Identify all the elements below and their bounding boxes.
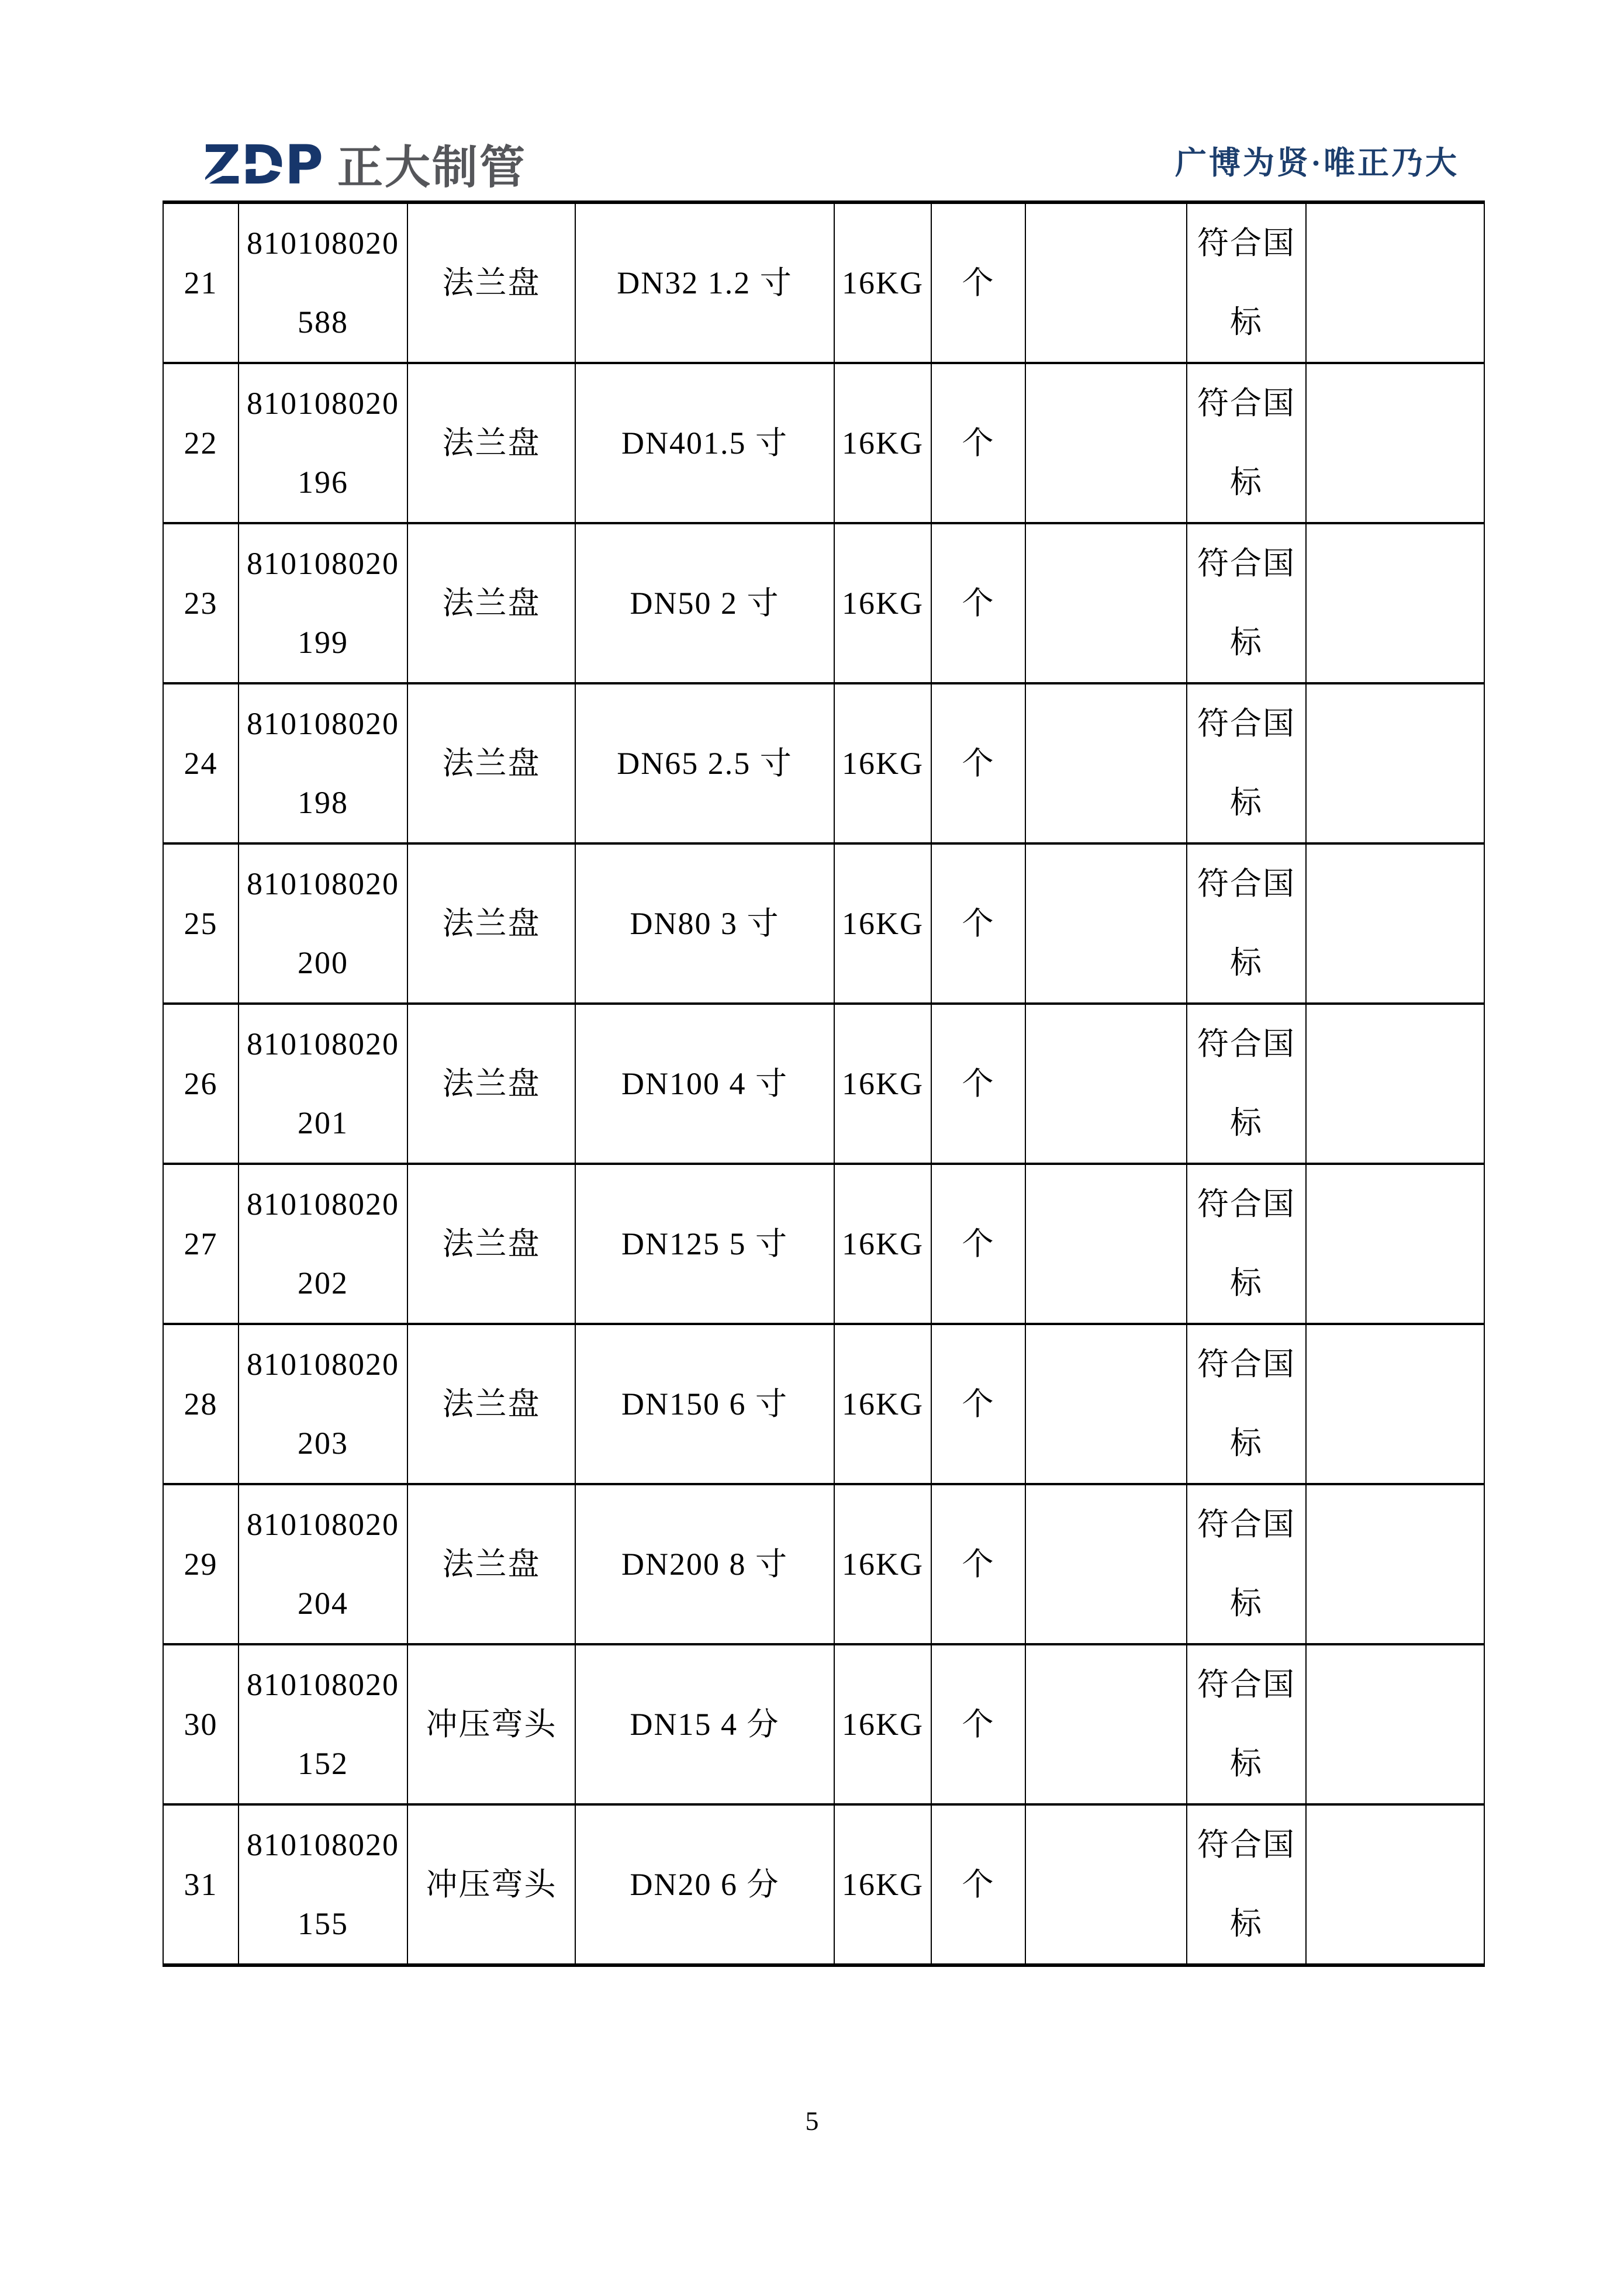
cell-note	[1187, 523, 1306, 683]
cell-name-text: 冲压弯头	[426, 1706, 557, 1742]
cell-name-text: 法兰盘	[442, 745, 541, 781]
cell-note-line: 标	[1230, 945, 1263, 980]
table-row	[163, 1644, 1484, 1804]
cell-unit	[931, 1004, 1025, 1164]
cell-note-line: 符合国	[1197, 1187, 1295, 1222]
cell-name	[407, 1004, 575, 1164]
table-row	[163, 1324, 1484, 1484]
cell-note-line: 符合国	[1197, 1507, 1295, 1542]
cell-unit-text: 个	[962, 425, 995, 461]
cell-note-line: 标	[1230, 625, 1263, 660]
cell-note	[1187, 1164, 1306, 1324]
cell-unit-text: 个	[962, 265, 995, 300]
cell-code-line: 199	[298, 625, 348, 660]
cell-remark	[1306, 683, 1484, 843]
cell-code-line: 200	[298, 945, 348, 980]
items-table	[163, 200, 1485, 1967]
cell-no-text: 28	[184, 1386, 218, 1422]
cell-no	[163, 1484, 239, 1644]
cell-quantity	[1025, 202, 1187, 363]
cell-quantity	[1025, 1804, 1187, 1965]
cell-spec	[575, 1804, 834, 1965]
cell-pressure-text: 16KG	[842, 1386, 924, 1422]
cell-no	[163, 1164, 239, 1324]
cell-unit-text: 个	[962, 585, 995, 621]
table-row	[163, 843, 1484, 1004]
company-logo	[202, 141, 527, 193]
cell-note-line: 标	[1230, 1426, 1263, 1461]
zdp-logo-icon	[202, 141, 326, 193]
cell-code	[239, 1164, 407, 1324]
cell-unit	[931, 1644, 1025, 1804]
cell-note-line: 符合国	[1197, 1026, 1295, 1061]
cell-name-text: 法兰盘	[442, 1546, 541, 1582]
cell-remark	[1306, 1164, 1484, 1324]
cell-unit	[931, 1484, 1025, 1644]
cell-quantity	[1025, 1004, 1187, 1164]
table-row	[163, 1484, 1484, 1644]
cell-code	[239, 523, 407, 683]
cell-note-line: 标	[1230, 1586, 1263, 1621]
cell-pressure	[834, 1324, 931, 1484]
cell-note-line: 标	[1230, 1265, 1263, 1301]
logo-latin-text: ZDP	[203, 141, 323, 193]
cell-spec-text: DN80 3 寸	[630, 905, 780, 941]
table-row	[163, 683, 1484, 843]
cell-code-line: 810108020	[247, 1026, 399, 1061]
cell-unit-text: 个	[962, 745, 995, 781]
cell-quantity	[1025, 683, 1187, 843]
cell-unit-text: 个	[962, 1706, 995, 1742]
cell-spec-text: DN401.5 寸	[621, 425, 788, 461]
cell-note	[1187, 1644, 1306, 1804]
cell-unit-text: 个	[962, 905, 995, 941]
cell-name	[407, 843, 575, 1004]
cell-pressure-text: 16KG	[842, 1706, 924, 1742]
cell-quantity	[1025, 1324, 1187, 1484]
cell-code	[239, 202, 407, 363]
cell-quantity	[1025, 1484, 1187, 1644]
table-row	[163, 202, 1484, 363]
cell-spec-text: DN125 5 寸	[621, 1226, 788, 1261]
table-row	[163, 1804, 1484, 1965]
cell-note	[1187, 1804, 1306, 1965]
cell-code-line: 155	[298, 1906, 348, 1941]
cell-code-line: 810108020	[247, 386, 399, 421]
cell-code-line: 588	[298, 305, 348, 340]
cell-pressure-text: 16KG	[842, 1066, 924, 1101]
cell-note-line: 符合国	[1197, 226, 1295, 261]
cell-note-line: 标	[1230, 1746, 1263, 1781]
cell-pressure	[834, 683, 931, 843]
cell-spec	[575, 1164, 834, 1324]
table-row	[163, 523, 1484, 683]
cell-code	[239, 1324, 407, 1484]
cell-pressure	[834, 1004, 931, 1164]
cell-no-text: 30	[184, 1706, 218, 1742]
cell-name	[407, 1644, 575, 1804]
cell-code	[239, 683, 407, 843]
cell-pressure-text: 16KG	[842, 1866, 924, 1902]
cell-pressure	[834, 1164, 931, 1324]
cell-no	[163, 523, 239, 683]
cell-spec-text: DN15 4 分	[630, 1706, 780, 1742]
cell-spec-text: DN150 6 寸	[621, 1386, 788, 1422]
table-row	[163, 1164, 1484, 1324]
cell-unit	[931, 1804, 1025, 1965]
cell-note-line: 符合国	[1197, 866, 1295, 901]
cell-remark	[1306, 1324, 1484, 1484]
cell-pressure	[834, 363, 931, 523]
cell-remark	[1306, 843, 1484, 1004]
cell-pressure	[834, 1644, 931, 1804]
cell-quantity	[1025, 363, 1187, 523]
cell-note-line: 标	[1230, 785, 1263, 820]
cell-spec	[575, 523, 834, 683]
cell-pressure-text: 16KG	[842, 745, 924, 781]
cell-pressure-text: 16KG	[842, 425, 924, 461]
cell-spec	[575, 1484, 834, 1644]
cell-pressure-text: 16KG	[842, 585, 924, 621]
cell-pressure-text: 16KG	[842, 905, 924, 941]
cell-no-text: 24	[184, 745, 218, 781]
table-row	[163, 363, 1484, 523]
cell-name-text: 法兰盘	[442, 1066, 541, 1101]
cell-code-line: 810108020	[247, 1347, 399, 1382]
cell-quantity	[1025, 1164, 1187, 1324]
cell-code-line: 810108020	[247, 706, 399, 741]
cell-note-line: 符合国	[1197, 706, 1295, 741]
cell-remark	[1306, 363, 1484, 523]
cell-note-line: 符合国	[1197, 546, 1295, 581]
cell-unit	[931, 683, 1025, 843]
cell-code	[239, 1804, 407, 1965]
cell-pressure-text: 16KG	[842, 1226, 924, 1261]
cell-name-text: 法兰盘	[442, 1226, 541, 1261]
cell-note-line: 标	[1230, 1105, 1263, 1140]
cell-no-text: 22	[184, 425, 218, 461]
cell-spec	[575, 1004, 834, 1164]
cell-pressure	[834, 1804, 931, 1965]
cell-name-text: 法兰盘	[442, 425, 541, 461]
cell-code-line: 810108020	[247, 1667, 399, 1702]
cell-code	[239, 1484, 407, 1644]
cell-name-text: 法兰盘	[442, 265, 541, 300]
cell-name	[407, 1164, 575, 1324]
cell-unit	[931, 202, 1025, 363]
cell-code-line: 810108020	[247, 226, 399, 261]
cell-spec-text: DN20 6 分	[630, 1866, 780, 1902]
cell-code-line: 810108020	[247, 546, 399, 581]
cell-no	[163, 843, 239, 1004]
cell-unit-text: 个	[962, 1226, 995, 1261]
cell-note-line: 符合国	[1197, 1347, 1295, 1382]
cell-pressure	[834, 843, 931, 1004]
table-row	[163, 1004, 1484, 1164]
cell-name	[407, 1804, 575, 1965]
cell-pressure-text: 16KG	[842, 1546, 924, 1582]
cell-note	[1187, 1004, 1306, 1164]
cell-code-line: 810108020	[247, 1827, 399, 1862]
cell-pressure	[834, 202, 931, 363]
cell-spec-text: DN32 1.2 寸	[617, 265, 793, 300]
cell-code	[239, 843, 407, 1004]
cell-name-text: 法兰盘	[442, 1386, 541, 1422]
cell-no	[163, 1644, 239, 1804]
cell-quantity	[1025, 843, 1187, 1004]
cell-remark	[1306, 523, 1484, 683]
cell-code-line: 810108020	[247, 866, 399, 901]
cell-unit	[931, 1164, 1025, 1324]
company-name: 正大制管	[337, 141, 527, 193]
cell-remark	[1306, 202, 1484, 363]
cell-remark	[1306, 1484, 1484, 1644]
cell-name	[407, 683, 575, 843]
cell-no	[163, 202, 239, 363]
cell-code	[239, 1004, 407, 1164]
cell-unit-text: 个	[962, 1866, 995, 1902]
cell-note	[1187, 363, 1306, 523]
cell-pressure	[834, 1484, 931, 1644]
cell-spec	[575, 843, 834, 1004]
cell-note-line: 符合国	[1197, 1827, 1295, 1862]
cell-name	[407, 202, 575, 363]
cell-no-text: 23	[184, 585, 218, 621]
cell-unit	[931, 363, 1025, 523]
cell-code-line: 204	[298, 1586, 348, 1621]
cell-spec-text: DN100 4 寸	[621, 1066, 788, 1101]
cell-note-line: 标	[1230, 1906, 1263, 1941]
cell-code-line: 198	[298, 785, 348, 820]
cell-spec	[575, 683, 834, 843]
page-number: 5	[805, 2106, 819, 2136]
cell-code-line: 202	[298, 1265, 348, 1301]
cell-no	[163, 683, 239, 843]
cell-spec	[575, 1324, 834, 1484]
cell-name	[407, 523, 575, 683]
cell-spec	[575, 202, 834, 363]
cell-code	[239, 1644, 407, 1804]
cell-spec	[575, 363, 834, 523]
cell-unit	[931, 523, 1025, 683]
cell-note-line: 标	[1230, 465, 1263, 500]
cell-no-text: 26	[184, 1066, 218, 1101]
cell-pressure	[834, 523, 931, 683]
cell-no	[163, 363, 239, 523]
cell-spec-text: DN65 2.5 寸	[617, 745, 793, 781]
cell-note	[1187, 1484, 1306, 1644]
cell-no-text: 27	[184, 1226, 218, 1261]
cell-quantity	[1025, 523, 1187, 683]
cell-code-line: 152	[298, 1746, 348, 1781]
cell-spec-text: DN50 2 寸	[630, 585, 780, 621]
cell-note-line: 标	[1230, 305, 1263, 340]
cell-code-line: 201	[298, 1105, 348, 1140]
cell-code-line: 810108020	[247, 1187, 399, 1222]
cell-note-line: 符合国	[1197, 1667, 1295, 1702]
cell-unit-text: 个	[962, 1066, 995, 1101]
cell-code-line: 203	[298, 1426, 348, 1461]
cell-note	[1187, 1324, 1306, 1484]
cell-no-text: 31	[184, 1866, 218, 1902]
cell-code-line: 196	[298, 465, 348, 500]
cell-note	[1187, 843, 1306, 1004]
cell-name	[407, 1484, 575, 1644]
cell-no-text: 21	[184, 265, 218, 300]
cell-pressure-text: 16KG	[842, 265, 924, 300]
cell-no-text: 29	[184, 1546, 218, 1582]
cell-spec	[575, 1644, 834, 1804]
company-slogan: 广博为贤·唯正乃大	[1174, 146, 1459, 181]
cell-spec-text: DN200 8 寸	[621, 1546, 788, 1582]
cell-note	[1187, 202, 1306, 363]
cell-remark	[1306, 1004, 1484, 1164]
cell-name	[407, 363, 575, 523]
cell-name-text: 法兰盘	[442, 585, 541, 621]
cell-name-text: 冲压弯头	[426, 1866, 557, 1902]
cell-no	[163, 1004, 239, 1164]
cell-code-line: 810108020	[247, 1507, 399, 1542]
cell-note	[1187, 683, 1306, 843]
cell-unit-text: 个	[962, 1386, 995, 1422]
cell-name-text: 法兰盘	[442, 905, 541, 941]
cell-code	[239, 363, 407, 523]
cell-unit	[931, 843, 1025, 1004]
cell-unit	[931, 1324, 1025, 1484]
cell-quantity	[1025, 1644, 1187, 1804]
cell-no	[163, 1804, 239, 1965]
cell-remark	[1306, 1644, 1484, 1804]
cell-no-text: 25	[184, 905, 218, 941]
cell-unit-text: 个	[962, 1546, 995, 1582]
cell-no	[163, 1324, 239, 1484]
cell-remark	[1306, 1804, 1484, 1965]
cell-note-line: 符合国	[1197, 386, 1295, 421]
cell-name	[407, 1324, 575, 1484]
